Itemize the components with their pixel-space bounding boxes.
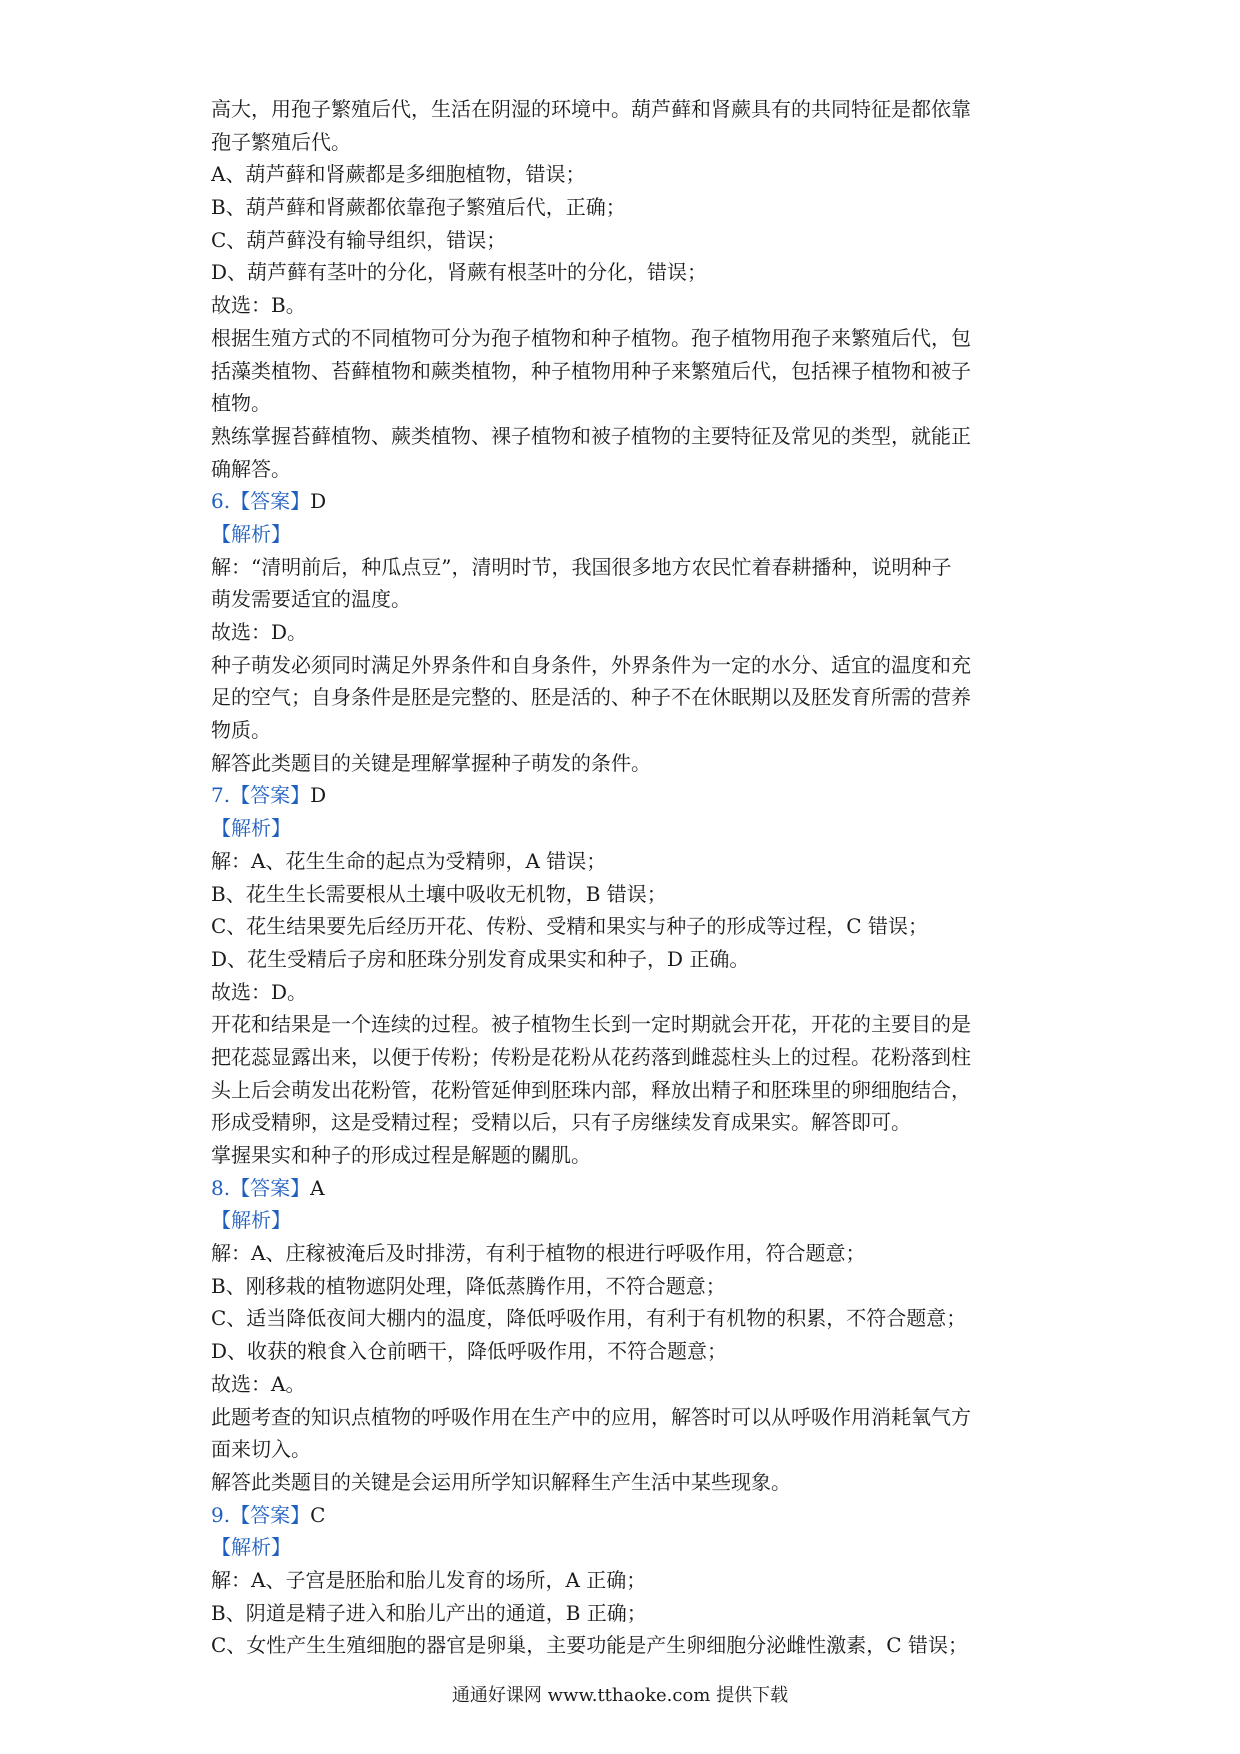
text-line: 解答此类题目的关键是理解掌握种子萌发的条件。: [211, 750, 651, 775]
text-line: 头上后会萌发出花粉管，花粉管延伸到胚珠内部，释放出精子和胚珠里的卵细胞结合，: [211, 1077, 971, 1102]
text-line: 熟练掌握苔藓植物、蕨类植物、裸子植物和被子植物的主要特征及常见的类型，就能正: [211, 423, 971, 448]
question-number: 8.: [211, 1175, 231, 1200]
analysis-heading: 【解析】: [211, 1208, 291, 1233]
page-footer: 通通好课网 www.tthaoke.com 提供下载: [451, 1685, 789, 1706]
text-line: 解答此类题目的关键是会运用所学知识解释生产生活中某些现象。: [211, 1469, 791, 1494]
text-line: 解：A、花生生命的起点为受精卵，A 错误；: [211, 848, 607, 873]
text-line: 故选：A。: [211, 1371, 306, 1396]
text-line: 括藻类植物、苔藓植物和蕨类植物，种子植物用种子来繁殖后代，包括裸子植物和被子: [211, 358, 971, 383]
text-line: 高大，用孢子繁殖后代，生活在阴湿的环境中。葫芦藓和肾蕨具有的共同特征是都依靠: [211, 97, 971, 121]
text-line: 开花和结果是一个连续的过程。被子植物生长到一定时期就会开花，开花的主要目的是: [211, 1012, 971, 1037]
text-line: 物质。: [211, 718, 271, 743]
answer-label: 【答案】: [230, 1502, 311, 1527]
answer-line: [211, 1499, 1041, 1532]
text-line: 故选：B。: [211, 293, 306, 318]
answer-value: C: [310, 1502, 326, 1527]
text-line: C、女性产生生殖细胞的器官是卵巢，主要功能是产生卵细胞分泌雌性激素，C 错误；: [211, 1633, 968, 1658]
answer-line: [211, 485, 1041, 518]
answer-label: 【答案】: [230, 489, 311, 514]
answer-value: D: [310, 783, 327, 808]
analysis-heading: 【解析】: [211, 816, 291, 841]
document-body: [211, 93, 1041, 1662]
answer-label: 【答案】: [230, 1175, 311, 1200]
analysis-heading: 【解析】: [211, 1535, 291, 1560]
text-line: C、花生结果要先后经历开花、传粉、受精和果实与种子的形成等过程，C 错误；: [211, 914, 928, 939]
answer-label: 【答案】: [230, 783, 311, 808]
text-line: D、收获的粮食入仓前晒干，降低呼吸作用，不符合题意；: [211, 1339, 728, 1364]
text-line: 掌握果实和种子的形成过程是解题的關肌。: [211, 1143, 591, 1167]
text-line: B、阴道是精子进入和胎儿产出的通道，B 正确；: [211, 1600, 647, 1625]
text-line: 解：A、子宫是胚胎和胎儿发育的场所，A 正确；: [211, 1567, 647, 1592]
text-line: 此题考查的知识点植物的呼吸作用在生产中的应用，解答时可以从呼吸作用消耗氧气方: [211, 1404, 971, 1429]
question-number: 6.: [211, 489, 231, 514]
text-line: 形成受精卵，这是受精过程；受精以后，只有子房继续发育成果实。解答即可。: [211, 1110, 911, 1135]
text-line: 萌发需要适宜的温度。: [211, 587, 411, 612]
text-line: B、葫芦藓和肾蕨都依靠孢子繁殖后代，正确；: [211, 195, 626, 220]
answer-line: [211, 1172, 1041, 1205]
text-line: B、刚移栽的植物遮阴处理，降低蒸腾作用，不符合题意；: [211, 1273, 726, 1298]
question-number: 9.: [211, 1502, 231, 1527]
text-line: 故选：D。: [211, 979, 308, 1004]
text-line: 确解答。: [211, 456, 291, 481]
text-line: B、花生生长需要根从土壤中吸收无机物，B 错误；: [211, 881, 667, 906]
question-number: 7.: [211, 783, 231, 808]
text-line: C、葫芦藓没有输导组织，错误；: [211, 227, 507, 252]
text-line: 孢子繁殖后代。: [211, 129, 351, 154]
text-line: 面来切入。: [211, 1437, 311, 1462]
text-line: 把花蕊显露出来，以便于传粉；传粉是花粉从花药落到雌蕊柱头上的过程。花粉落到柱: [211, 1044, 971, 1069]
text-line: A、葫芦藓和肾蕨都是多细胞植物，错误；: [211, 162, 586, 187]
text-line: 解：“清明前后，种瓜点豆”，清明时节，我国很多地方农民忙着春耕播种，说明种子: [211, 554, 952, 579]
answer-line: [211, 779, 1041, 812]
analysis-heading: 【解析】: [211, 521, 291, 546]
text-line: 植物。: [211, 391, 271, 416]
answer-value: A: [310, 1175, 325, 1200]
text-line: 种子萌发必须同时满足外界条件和自身条件，外界条件为一定的水分、适宜的温度和充: [211, 652, 971, 677]
text-line: D、花生受精后子房和胚珠分别发育成果实和种子，D 正确。: [211, 946, 750, 971]
text-line: D、葫芦藓有茎叶的分化，肾蕨有根茎叶的分化，错误；: [211, 260, 708, 285]
text-line: C、适当降低夜间大棚内的温度，降低呼吸作用，有利于有机物的积累，不符合题意；: [211, 1306, 967, 1331]
text-line: 足的空气；自身条件是胚是完整的、胚是活的、种子不在休眠期以及胚发育所需的营养: [211, 685, 971, 710]
answer-value: D: [310, 489, 327, 514]
text-line: 解：A、庄稼被淹后及时排涝，有利于植物的根进行呼吸作用，符合题意；: [211, 1241, 866, 1266]
text-line: 故选：D。: [211, 620, 308, 644]
text-line: 根据生殖方式的不同植物可分为孢子植物和种子植物。孢子植物用孢子来繁殖后代，包: [211, 325, 971, 350]
